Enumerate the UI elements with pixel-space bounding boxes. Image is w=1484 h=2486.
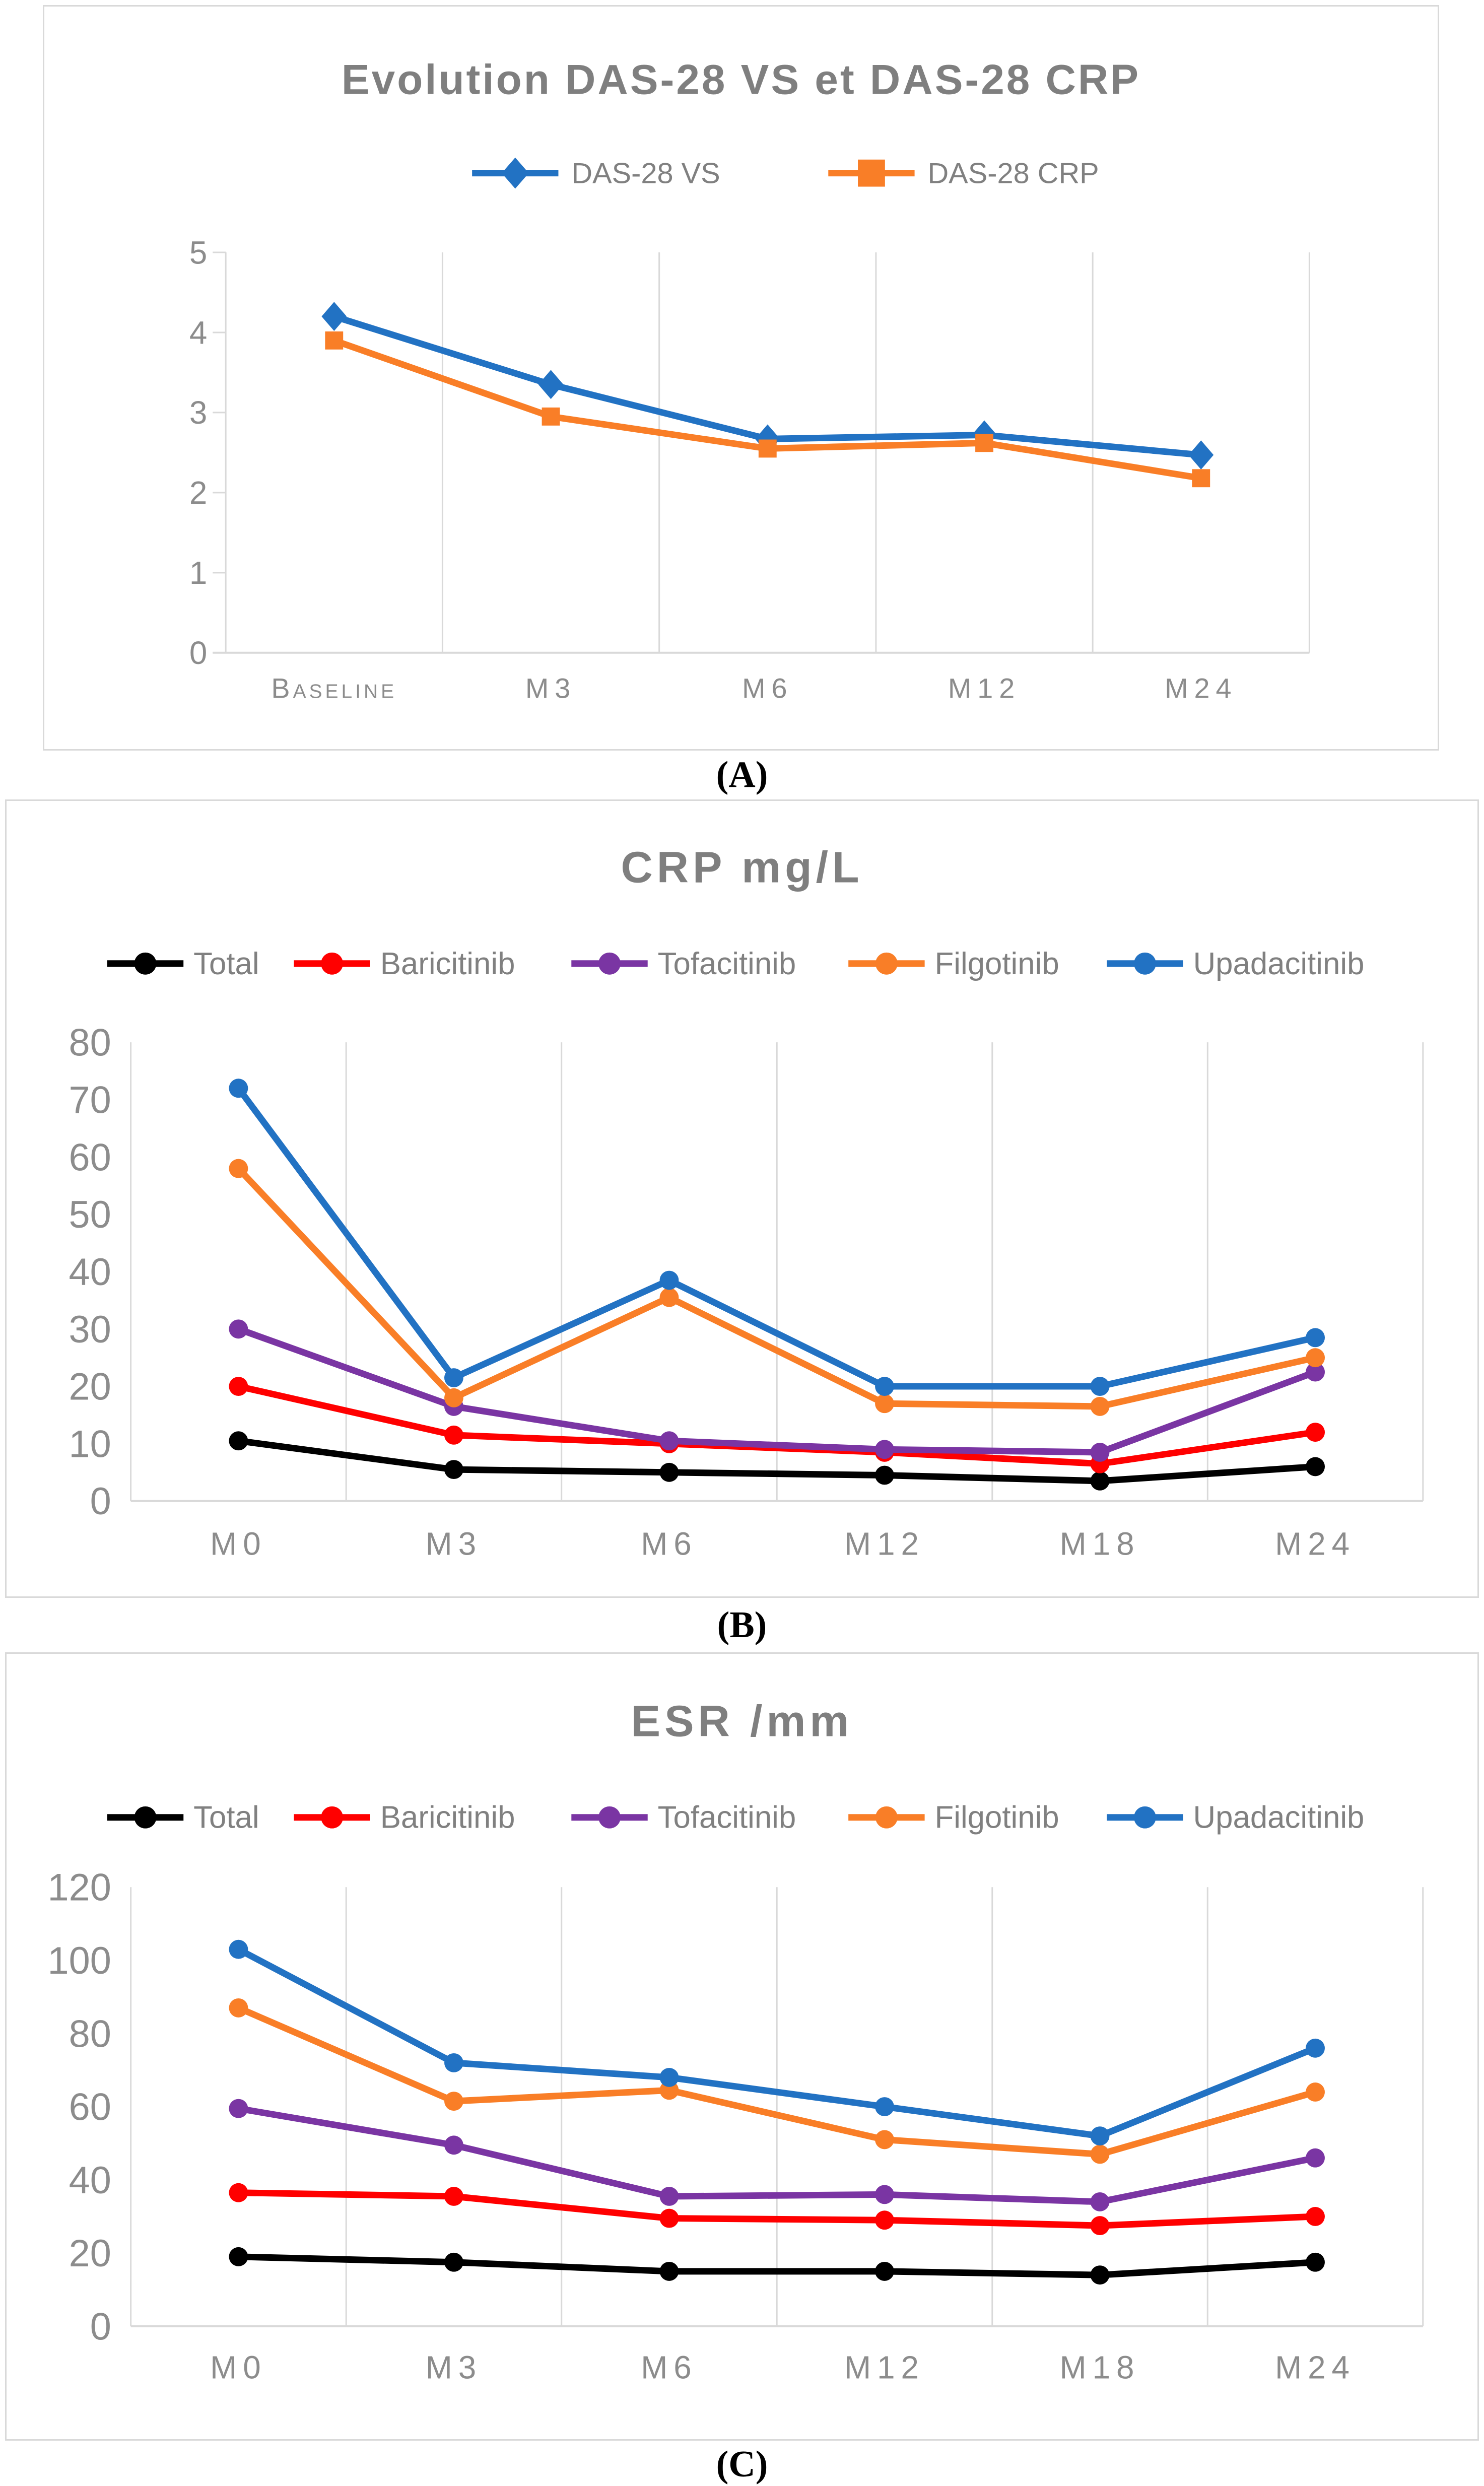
data-point-marker xyxy=(229,1159,248,1178)
legend-label: DAS-28 CRP xyxy=(927,157,1099,190)
legend-item-baricitinib xyxy=(294,947,515,981)
x-axis-tick-label: M24 xyxy=(1275,2349,1356,2386)
data-point-marker xyxy=(444,2092,463,2111)
x-axis-tick-label: M3 xyxy=(425,1525,483,1562)
y-axis-tick-label: 0 xyxy=(189,635,208,671)
data-point-marker xyxy=(1306,2253,1325,2272)
das28-line-chart xyxy=(44,7,1438,749)
chart-legend xyxy=(472,157,1099,189)
data-point-marker xyxy=(444,1460,463,1479)
chart-legend xyxy=(107,1800,1365,1835)
data-point-marker xyxy=(875,2130,894,2149)
data-point-marker xyxy=(1306,1423,1325,1442)
legend-item-upadacitinib xyxy=(1107,947,1364,981)
data-point-marker xyxy=(444,2253,463,2272)
x-axis-tick-label: M6 xyxy=(742,673,793,704)
data-point-marker xyxy=(875,1440,894,1459)
y-axis-tick-label: 1 xyxy=(189,555,208,591)
legend-item-filgotinib xyxy=(848,1800,1059,1835)
y-axis-tick-label: 4 xyxy=(189,314,208,351)
legend-item-das-28-vs xyxy=(472,157,720,189)
data-point-marker xyxy=(325,331,343,350)
data-point-marker xyxy=(1306,1457,1325,1476)
legend-marker-icon xyxy=(321,953,343,975)
legend-marker-icon xyxy=(875,953,898,975)
y-axis-tick-label: 10 xyxy=(69,1423,111,1466)
legend-marker-icon xyxy=(134,1806,157,1829)
data-point-marker xyxy=(542,408,560,426)
y-axis-tick-label: 60 xyxy=(69,2086,111,2129)
x-axis-tick-label: M0 xyxy=(210,1525,267,1562)
data-point-marker xyxy=(229,2099,248,2118)
y-axis-tick-label: 0 xyxy=(90,1480,111,1523)
chart-title: Evolution DAS-28 VS et DAS-28 CRP xyxy=(341,55,1141,103)
legend-label: Filgotinib xyxy=(934,946,1059,981)
data-point-marker xyxy=(1306,2148,1325,2168)
y-axis-tick-label: 80 xyxy=(69,1021,111,1064)
x-axis-tick-label: Baseline xyxy=(271,673,397,704)
data-point-marker xyxy=(660,2262,679,2281)
data-point-marker xyxy=(1306,1348,1325,1367)
y-axis-tick-label: 40 xyxy=(69,1250,111,1294)
legend-item-tofacitinib xyxy=(571,947,796,981)
data-point-marker xyxy=(660,1463,679,1482)
legend-label: Tofacitinib xyxy=(657,946,796,981)
chart-legend xyxy=(107,947,1365,981)
y-axis-tick-label: 0 xyxy=(90,2305,111,2348)
data-point-marker xyxy=(444,2053,463,2072)
crp-chart-panel xyxy=(5,799,1479,1598)
data-point-marker xyxy=(660,2068,679,2087)
legend-marker-icon xyxy=(1134,1806,1156,1829)
data-point-marker xyxy=(1091,1377,1110,1396)
data-point-marker xyxy=(875,1377,894,1396)
y-axis-tick-label: 3 xyxy=(189,394,208,431)
data-point-marker xyxy=(1091,2145,1110,2164)
x-axis-tick-label: M12 xyxy=(948,673,1021,704)
data-point-marker xyxy=(444,2135,463,2155)
y-axis-tick-label: 2 xyxy=(189,475,208,511)
x-axis-tick-label: M3 xyxy=(525,673,577,704)
legend-label: Upadacitinib xyxy=(1193,946,1365,981)
x-axis-tick-label: M12 xyxy=(844,2349,925,2386)
data-point-marker xyxy=(875,2210,894,2230)
panel-label-c: (C) xyxy=(716,2444,768,2485)
x-axis-tick-label: M6 xyxy=(641,1525,698,1562)
panel-label-b: (B) xyxy=(717,1604,767,1646)
data-point-marker xyxy=(444,1388,463,1407)
data-point-marker xyxy=(229,1319,248,1338)
esr-chart-panel xyxy=(5,1652,1479,2441)
x-axis-tick-label: M24 xyxy=(1165,673,1238,704)
data-point-marker xyxy=(1306,2207,1325,2226)
data-point-marker xyxy=(660,2187,679,2206)
data-point-marker xyxy=(1091,2216,1110,2235)
y-axis-tick-label: 50 xyxy=(69,1193,111,1237)
x-axis-tick-label: M3 xyxy=(425,2349,483,2386)
data-point-marker xyxy=(1091,1397,1110,1416)
x-axis-tick-label: M12 xyxy=(844,1525,925,1562)
panel-label-a: (A) xyxy=(716,754,768,795)
data-point-marker xyxy=(975,434,993,452)
legend-marker-icon xyxy=(858,160,885,187)
legend-label: Filgotinib xyxy=(934,1800,1059,1835)
legend-label: Total xyxy=(193,1800,259,1835)
y-axis-tick-label: 70 xyxy=(69,1079,111,1122)
legend-item-total xyxy=(107,947,259,981)
data-point-marker xyxy=(444,1426,463,1445)
data-point-marker xyxy=(321,302,347,331)
y-axis-tick-label: 40 xyxy=(69,2159,111,2202)
crp-line-chart xyxy=(7,801,1477,1596)
data-point-marker xyxy=(875,2262,894,2281)
legend-label: Total xyxy=(193,946,259,981)
data-point-marker xyxy=(875,1466,894,1485)
data-point-marker xyxy=(538,370,564,399)
data-point-marker xyxy=(1192,469,1210,487)
data-point-marker xyxy=(1091,1471,1110,1491)
data-point-marker xyxy=(1091,2126,1110,2145)
data-point-marker xyxy=(660,1271,679,1290)
data-point-marker xyxy=(444,1368,463,1387)
legend-marker-icon xyxy=(502,158,529,189)
legend-label: Tofacitinib xyxy=(657,1800,796,1835)
x-axis-tick-label: M18 xyxy=(1059,1525,1140,1562)
data-point-marker xyxy=(875,2185,894,2204)
esr-line-chart xyxy=(7,1654,1477,2439)
legend-label: Baricitinib xyxy=(380,1800,515,1835)
data-point-marker xyxy=(229,1940,248,1959)
legend-label: DAS-28 VS xyxy=(571,157,720,190)
y-axis-tick-label: 100 xyxy=(47,1939,111,1982)
data-point-marker xyxy=(660,1431,679,1450)
data-point-marker xyxy=(229,1998,248,2018)
data-point-marker xyxy=(444,2187,463,2206)
x-axis-tick-label: M0 xyxy=(210,2349,267,2386)
data-point-marker xyxy=(229,1079,248,1098)
y-axis-tick-label: 5 xyxy=(189,234,208,271)
data-point-marker xyxy=(229,2183,248,2202)
legend-marker-icon xyxy=(598,953,621,975)
data-point-marker xyxy=(660,2209,679,2228)
legend-item-das-28-crp xyxy=(828,157,1099,189)
data-point-marker xyxy=(875,2097,894,2116)
data-point-marker xyxy=(875,1394,894,1413)
das28-chart-panel xyxy=(43,5,1439,751)
y-axis-tick-label: 120 xyxy=(47,1866,111,1909)
legend-marker-icon xyxy=(321,1806,343,1829)
data-point-marker xyxy=(1091,2192,1110,2211)
chart-title: CRP mg/L xyxy=(621,842,863,892)
data-point-marker xyxy=(1306,1328,1325,1347)
data-point-marker xyxy=(660,1288,679,1307)
legend-marker-icon xyxy=(134,953,157,975)
data-point-marker xyxy=(229,2247,248,2266)
data-point-marker xyxy=(229,1377,248,1396)
legend-item-tofacitinib xyxy=(571,1800,796,1835)
legend-label: Baricitinib xyxy=(380,946,515,981)
legend-item-total xyxy=(107,1800,259,1835)
legend-item-upadacitinib xyxy=(1107,1800,1364,1835)
legend-item-filgotinib xyxy=(848,947,1059,981)
legend-label: Upadacitinib xyxy=(1193,1800,1365,1835)
data-point-marker xyxy=(1306,2082,1325,2102)
legend-item-baricitinib xyxy=(294,1800,515,1835)
legend-marker-icon xyxy=(875,1806,898,1829)
y-axis-tick-label: 20 xyxy=(69,2232,111,2275)
data-point-marker xyxy=(1091,2265,1110,2285)
data-point-marker xyxy=(229,1431,248,1450)
y-axis-tick-label: 60 xyxy=(69,1136,111,1179)
chart-title: ESR /mm xyxy=(631,1696,853,1746)
legend-marker-icon xyxy=(1134,953,1156,975)
y-axis-tick-label: 30 xyxy=(69,1308,111,1351)
x-axis-tick-label: M24 xyxy=(1275,1525,1356,1562)
y-axis-tick-label: 20 xyxy=(69,1365,111,1408)
data-point-marker xyxy=(1306,2039,1325,2058)
data-point-marker xyxy=(759,440,777,458)
data-point-marker xyxy=(1188,440,1213,469)
data-point-marker xyxy=(1091,1443,1110,1462)
x-axis-tick-label: M18 xyxy=(1059,2349,1140,2386)
x-axis-tick-label: M6 xyxy=(641,2349,698,2386)
legend-marker-icon xyxy=(598,1806,621,1829)
y-axis-tick-label: 80 xyxy=(69,2012,111,2056)
